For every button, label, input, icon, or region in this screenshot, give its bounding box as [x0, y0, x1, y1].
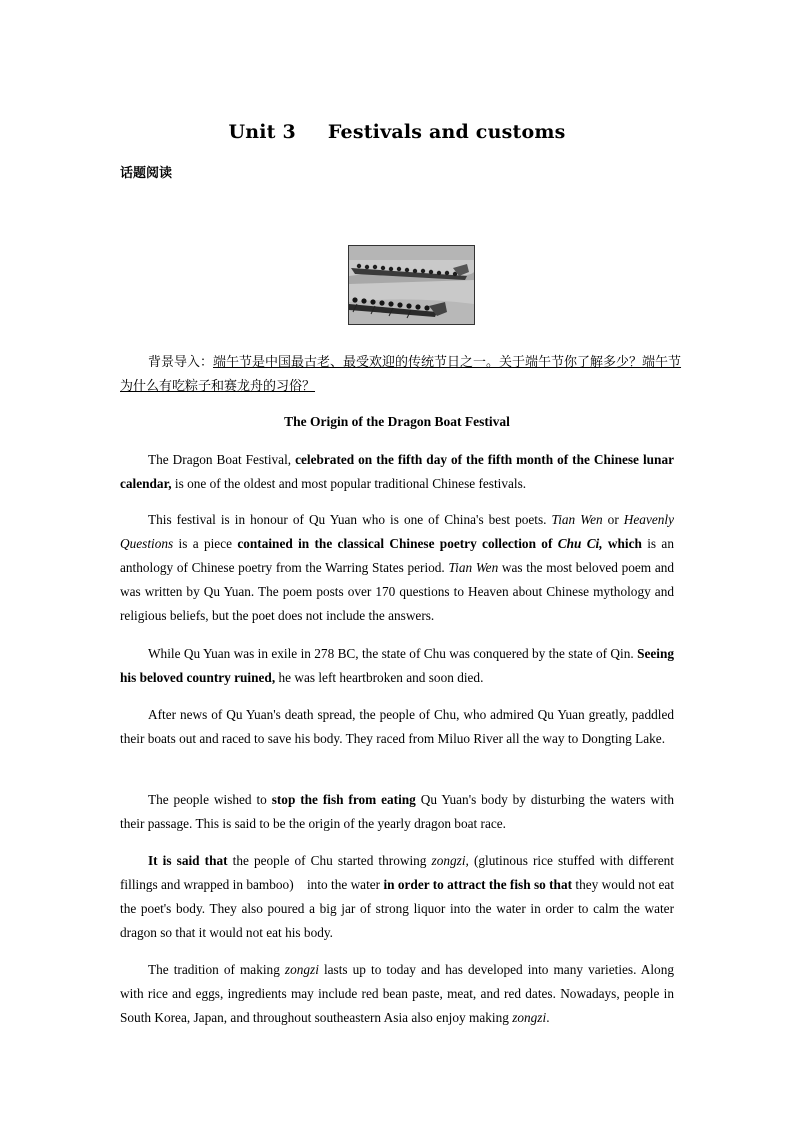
dragon-boat-race-icon: [349, 246, 474, 324]
article-paragraph-1: The Dragon Boat Festival, celebrated on the fifth day of the fifth month of the Chinese lunar calendar, is one of the oldest and most popular traditional Chinese festivals.: [120, 452, 674, 491]
article-title: The Origin of the Dragon Boat Festival: [284, 414, 510, 429]
article-paragraph-6: It is said that the people of Chu started throwing zongzi, (glutinous rice stuffed with different fillings and wrapped in bamboo) into the water in order to attract the fish so that they would not eat the poet's body. They also poured a big jar of strong liquor into the water in order to calm the water dragon so that it would not eat his body.: [120, 853, 675, 940]
intro-prefix: 背景导入：: [148, 355, 214, 370]
topic-label: 话题阅读: [120, 166, 173, 181]
page-title: [0, 121, 794, 143]
unit-title: Festivals and customs: [327, 121, 566, 143]
background-intro: [120, 351, 690, 399]
article-paragraph-3: While Qu Yuan was in exile in 278 BC, the state of Chu was conquered by the state of Qin. Seeing his beloved country ruined, he was left heartbroken and soon died.: [120, 646, 674, 685]
article-paragraph-7: The tradition of making zongzi lasts up to today and has developed into many varieties. Along with rice and eggs, ingredients may include red bean paste, meat, and red dates. Nowadays, people in South Korea, Japan, and throughout southeastern Asia also enjoy making zongzi.: [120, 962, 674, 1025]
dragon-boat-photo: [348, 245, 475, 325]
intro-text: 端午节是中国最古老、最受欢迎的传统节日之一。关于端午节你了解多少？端午节为什么有吃粽子和赛龙舟的习俗？: [120, 355, 682, 394]
article-paragraph-4: After news of Qu Yuan's death spread, the people of Chu, who admired Qu Yuan greatly, paddled their boats out and raced to save his body. They raced from Miluo River all the way to Dongting Lake.: [120, 707, 674, 746]
article-paragraph-5: The people wished to stop the fish from eating Qu Yuan's body by disturbing the waters with their passage. This is said to be the origin of the yearly dragon boat race.: [120, 792, 675, 831]
unit-number: Unit 3: [228, 121, 296, 143]
article-paragraph-2: This festival is in honour of Qu Yuan who is one of China's best poets. Tian Wen or Heavenly Questions is a piece contained in the classical Chinese poetry collection of Chu Ci, which is an anthology of Chinese poetry from the Warring States period. Tian Wen was the most beloved poem and was written by Qu Yuan. The poem posts over 170 questions to Heaven about Chinese mythology and religious beliefs, but the poet does not include the answers.: [120, 512, 675, 623]
